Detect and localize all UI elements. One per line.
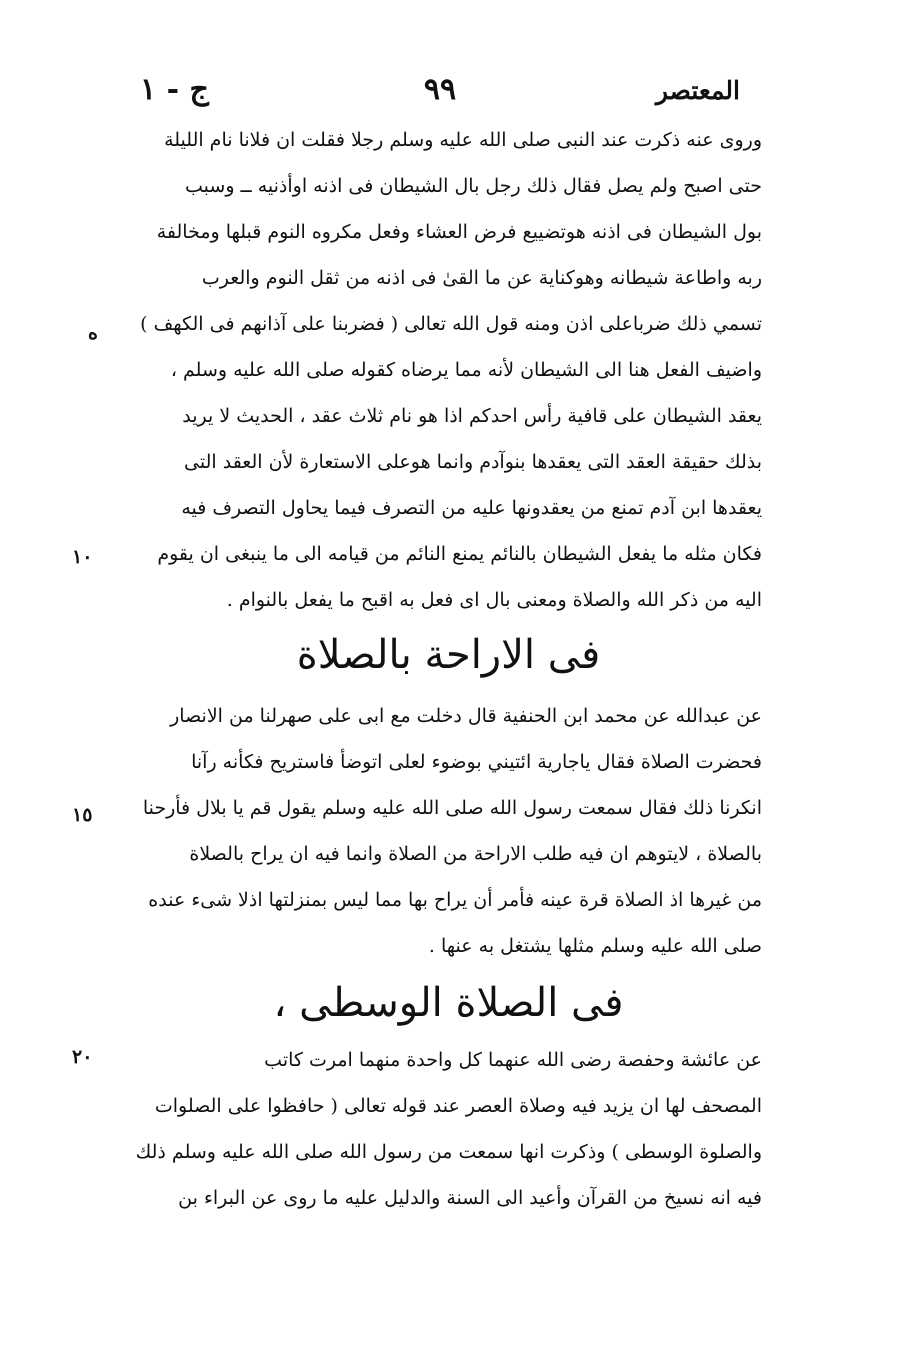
text-line: فكان مثله ما يفعل الشيطان بالنائم يمنع النائم من قيامه الى ما ينبغى ان يقوم bbox=[157, 543, 762, 565]
text-line: من غيرها اذ الصلاة قرة عينه فأمر أن يراح بها مما ليس بمنزلتها اذلا شىء عنده bbox=[148, 889, 762, 911]
text-line: واضيف الفعل هنا الى الشيطان لأنه مما يرضاه كقوله صلى الله عليه وسلم ، bbox=[170, 359, 762, 381]
text-line: فحضرت الصلاة فقال ياجارية ائتيني بوضوء لعلى اتوضأ فاستريح فكأنه رآنا bbox=[191, 751, 762, 773]
text-line: يعقدها ابن آدم تمنع من يعقدونها عليه من التصرف فيما يحاول التصرف فيه bbox=[181, 497, 762, 519]
text-line: المصحف لها ان يزيد فيه وصلاة العصر عند قوله تعالى ( حافظوا على الصلوات bbox=[154, 1095, 762, 1117]
running-title: المعتصر bbox=[655, 76, 740, 105]
text-line: حتى اصبح ولم يصل فقال ذلك رجل بال الشيطان فى اذنه اوأذنيه ــ وسبب bbox=[185, 175, 762, 197]
text-line: عن عائشة وحفصة رضى الله عنهما كل واحدة منهما امرت كاتب bbox=[264, 1049, 762, 1071]
page-header bbox=[140, 72, 740, 122]
text-line: انكرنا ذلك فقال سمعت رسول الله صلى الله عليه وسلم يقول قم يا بلال فأرحنا bbox=[142, 797, 762, 819]
text-line: وروى عنه ذكرت عند النبى صلى الله عليه وسلم رجلا فقلت ان فلانا نام الليلة bbox=[164, 129, 762, 151]
volume-label: ج - ١ bbox=[140, 72, 209, 107]
text-line: عن عبدالله عن محمد ابن الحنفية قال دخلت مع ابى على صهرلنا من الانصار bbox=[170, 705, 762, 727]
section-heading: فى الصلاة الوسطى ، bbox=[273, 980, 624, 1026]
line-marker-15: ١٥ bbox=[72, 804, 93, 826]
text-line: يعقد الشيطان على قافية رأس احدكم اذا هو نام ثلاث عقد ، الحديث لا يريد bbox=[182, 405, 762, 427]
text-line: بذلك حقيقة العقد التى يعقدها بنوآدم وانما هوعلى الاستعارة لأن العقد التى bbox=[184, 451, 762, 473]
line-marker-5: ه bbox=[88, 322, 98, 344]
text-line: اليه من ذكر الله والصلاة ومعنى بال اى فعل به اقبح ما يفعل بالنوام . bbox=[226, 589, 762, 611]
text-line: ربه واطاعة شيطانه وهوكناية عن ما القىٰ فى اذنه من ثقل النوم والعرب bbox=[201, 267, 762, 289]
text-line: بول الشيطان فى اذنه هوتضييع فرض العشاء وفعل مكروه النوم قبلها ومخالفة bbox=[156, 221, 762, 243]
section-heading: فى الاراحة بالصلاة bbox=[296, 632, 601, 678]
line-marker-10: ١٠ bbox=[72, 546, 93, 568]
text-line: بالصلاة ، لايتوهم ان فيه طلب الاراحة من الصلاة وانما فيه ان يراح بالصلاة bbox=[189, 843, 762, 865]
text-line: تسمي ذلك ضرباعلى اذن ومنه قول الله تعالى ( فضربنا على آذانهم فى الكهف ) bbox=[140, 313, 762, 335]
page-number: ٩٩ bbox=[423, 72, 457, 107]
text-line: فيه انه نسيخ من القرآن وأعيد الى السنة والدليل عليه ما روى عن البراء بن bbox=[178, 1187, 762, 1209]
text-line: والصلوة الوسطى ) وذكرت انها سمعت من رسول الله صلى الله عليه وسلم ذلك bbox=[135, 1141, 762, 1163]
line-marker-20: ٢٠ bbox=[72, 1046, 93, 1068]
text-line: صلى الله عليه وسلم مثلها يشتغل به عنها . bbox=[428, 935, 762, 957]
